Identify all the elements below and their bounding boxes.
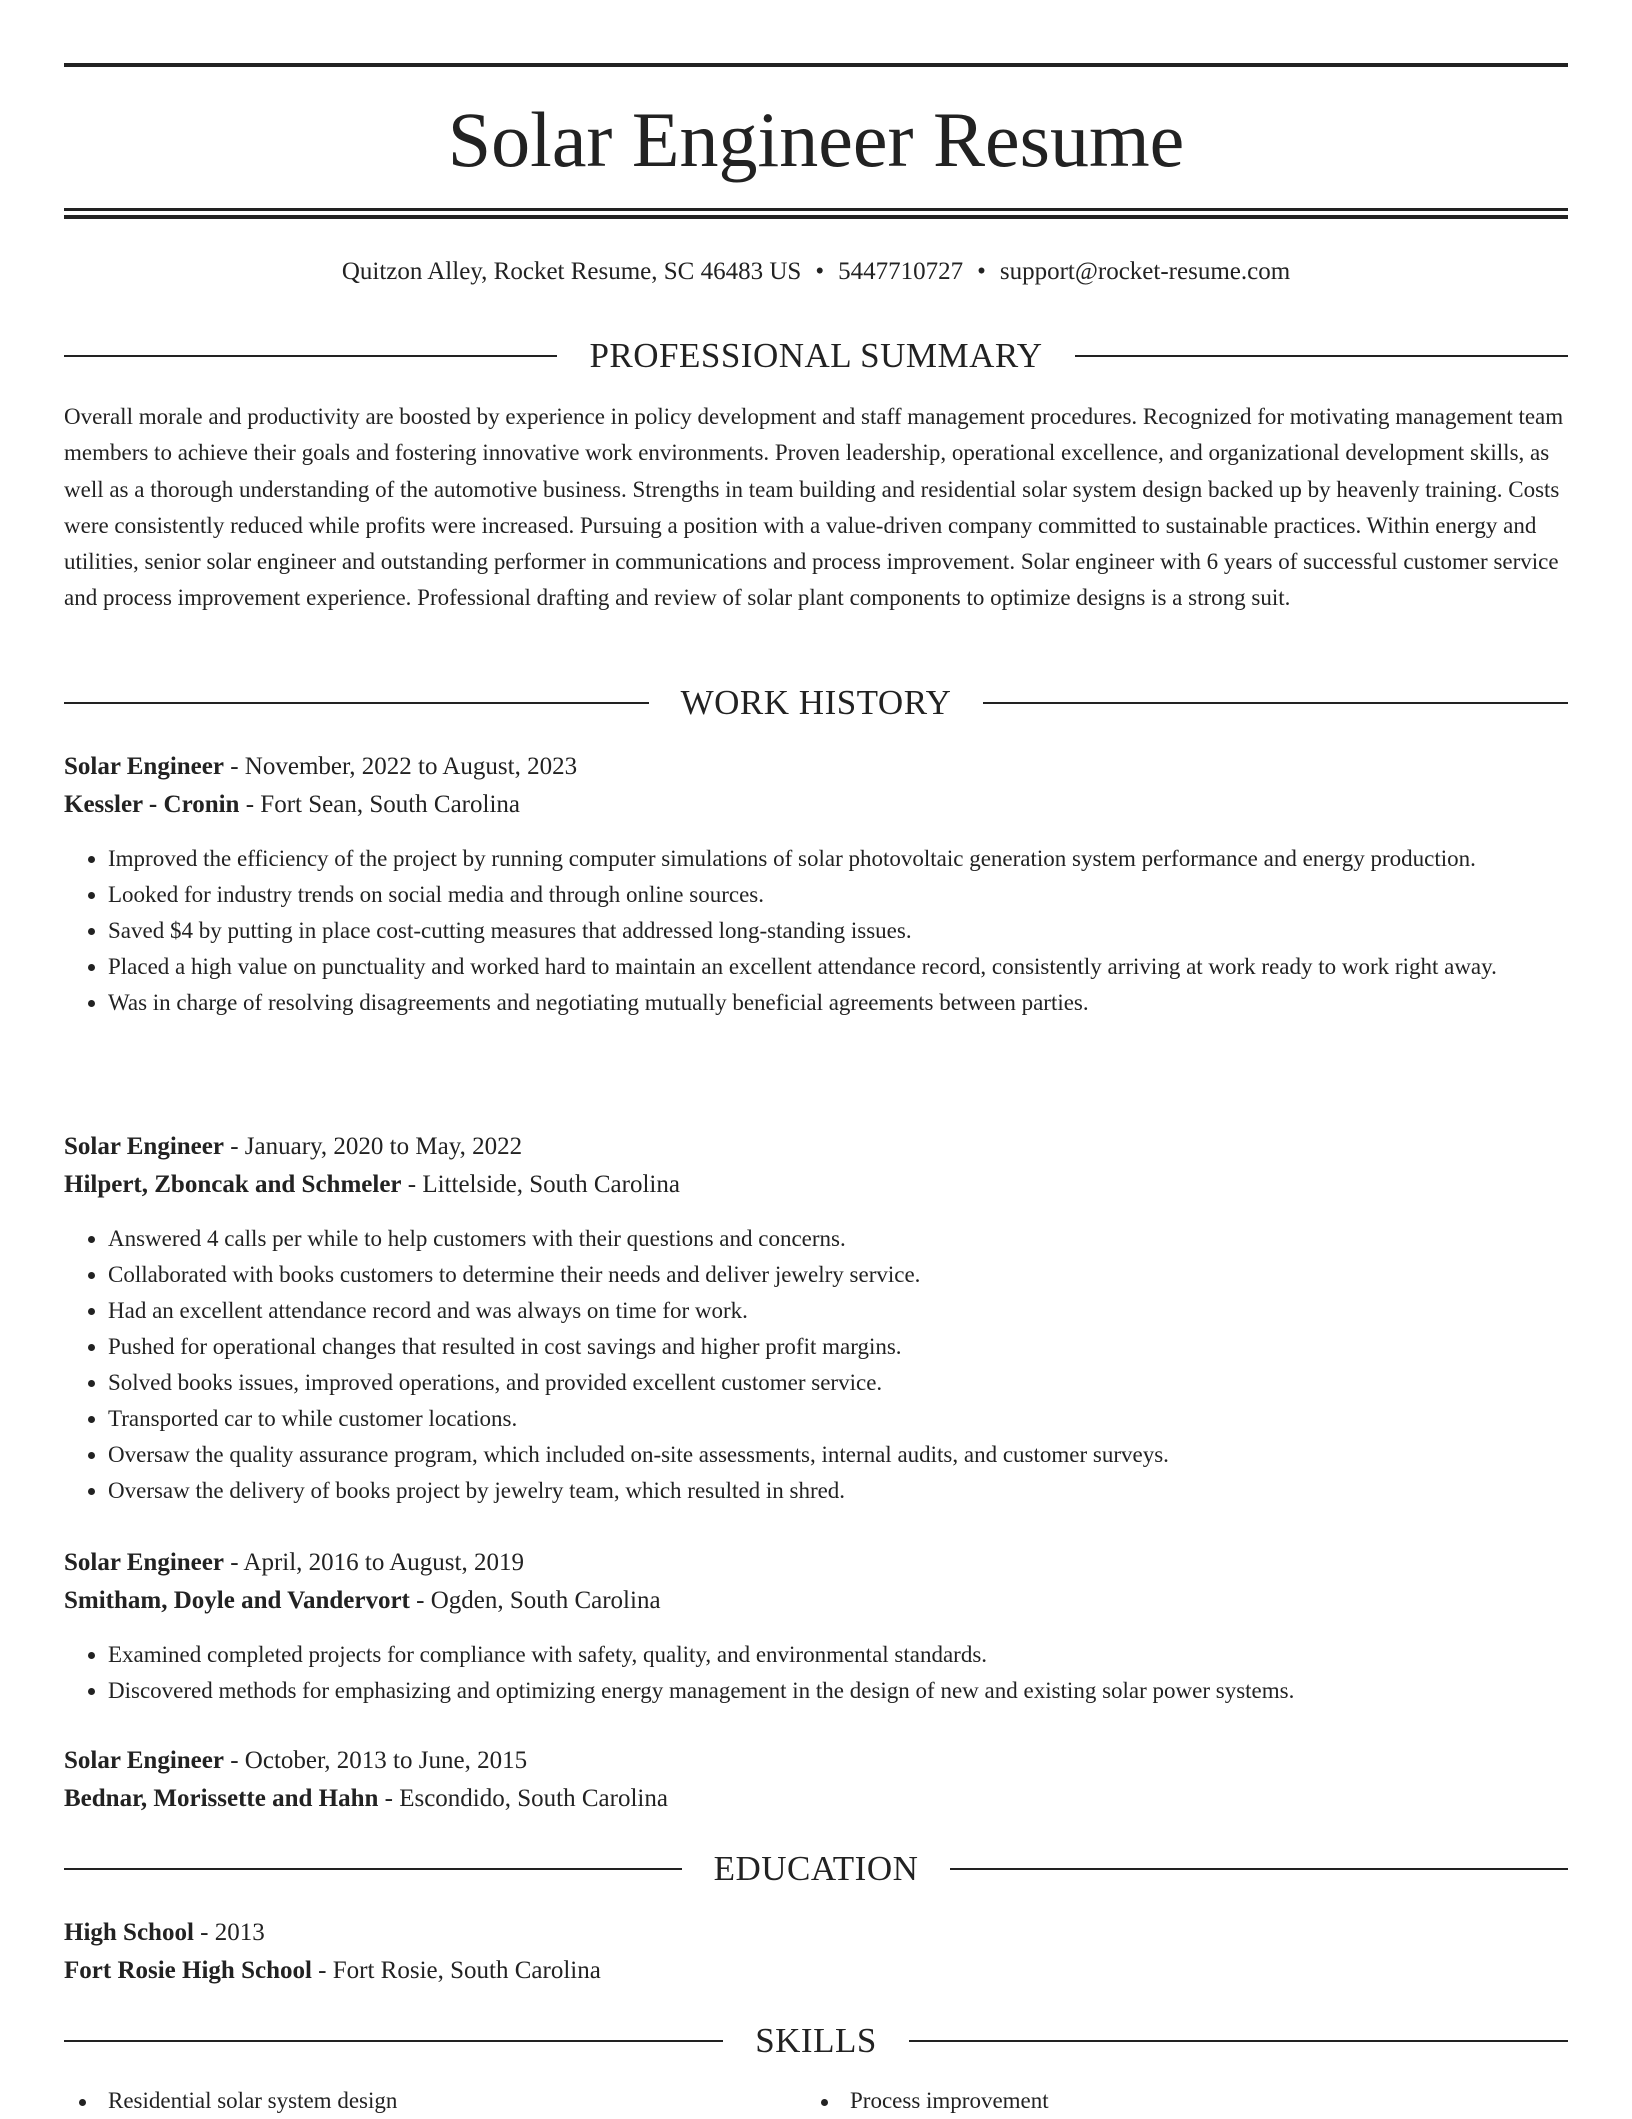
title-rule-upper: [64, 208, 1568, 211]
job-company-line: [64, 1582, 1568, 1620]
list-item: • Examined completed projects for compliance with safety, quality, and environmental standards.: [108, 1637, 1568, 1673]
list-item: • Had an excellent attendance record and was always on time for work.: [108, 1293, 1568, 1329]
education-degree-line: [64, 1914, 1568, 1952]
list-item: • Oversaw the delivery of books project by jewelry team, which resulted in shred.: [108, 1473, 1568, 1509]
education-year: - 2013: [193, 1919, 265, 1946]
job-company: Smitham, Doyle and Vandervort: [64, 1587, 410, 1614]
list-item: • Discovered methods for emphasizing and optimizing energy management in the design of new and existing solar power systems.: [108, 1673, 1568, 1709]
section-title: WORK HISTORY: [680, 683, 952, 722]
job-location: - Ogden, South Carolina: [409, 1587, 661, 1614]
contact-line: [64, 254, 1568, 290]
job-location: - Escondido, South Carolina: [378, 1785, 668, 1812]
list-item: • Was in charge of resolving disagreements and negotiating mutually beneficial agreements between parties.: [108, 985, 1568, 1021]
list-item: • Collaborated with books customers to determine their needs and deliver jewelry service.: [108, 1257, 1568, 1293]
job-dates: - April, 2016 to August, 2019: [223, 1549, 524, 1576]
job-company: Bednar, Morissette and Hahn: [64, 1785, 379, 1812]
section-heading-summary: [64, 334, 1568, 378]
job-title: Solar Engineer: [64, 753, 224, 780]
list-item: • Looked for industry trends on social media and through online sources.: [108, 877, 1568, 913]
job-company-line: [64, 786, 1568, 824]
list-item: • Oversaw the quality assurance program, which included on-site assessments, internal audits, and customer surveys.: [108, 1437, 1568, 1473]
list-item: Process improvement: [806, 2083, 1548, 2119]
section-heading-work: [64, 681, 1568, 725]
job-location: - Littelside, South Carolina: [401, 1171, 680, 1198]
job-bullets: [64, 841, 1568, 1021]
list-item: • Placed a high value on punctuality and worked hard to maintain an excellent attendance record, consistently arriving at work ready to work right away.: [108, 949, 1568, 985]
skills-list: [64, 2083, 1568, 2119]
list-item: • Pushed for operational changes that resulted in cost savings and higher profit margins.: [108, 1329, 1568, 1365]
heading-rule-right: [983, 702, 1568, 704]
job-dates: - October, 2013 to June, 2015: [223, 1747, 528, 1774]
list-item: • Solved books issues, improved operations, and provided excellent customer service.: [108, 1365, 1568, 1401]
job-company: Kessler - Cronin: [64, 791, 240, 818]
list-item: • Transported car to while customer locations.: [108, 1401, 1568, 1437]
job-title: Solar Engineer: [64, 1549, 224, 1576]
top-rule: [64, 63, 1568, 67]
job-title: Solar Engineer: [64, 1133, 224, 1160]
list-item: • Answered 4 calls per while to help customers with their questions and concerns.: [108, 1221, 1568, 1257]
section-title: EDUCATION: [713, 1849, 919, 1888]
education-location: - Fort Rosie, South Carolina: [311, 1957, 601, 1984]
heading-rule-right: [909, 2040, 1568, 2042]
heading-rule-left: [64, 702, 649, 704]
job-title-line: [64, 748, 1568, 786]
education-school: Fort Rosie High School: [64, 1957, 312, 1984]
job-company-line: [64, 1166, 1568, 1204]
contact-address: Quitzon Alley, Rocket Resume, SC 46483 US: [341, 258, 802, 285]
job-company: Hilpert, Zboncak and Schmeler: [64, 1171, 402, 1198]
job-bullets: [64, 1637, 1568, 1709]
contact-email: support@rocket-resume.com: [999, 258, 1291, 285]
job-bullets: [64, 1221, 1568, 1509]
list-item: • Saved $4 by putting in place cost-cutting measures that addressed long-standing issues.: [108, 913, 1568, 949]
job-title-line: [64, 1128, 1568, 1166]
list-item: Residential solar system design: [64, 2083, 806, 2119]
section-heading-education: [64, 1847, 1568, 1891]
title-rule-lower: [64, 215, 1568, 219]
heading-rule-right: [950, 1868, 1568, 1870]
heading-rule-right: [1075, 355, 1568, 357]
heading-rule-left: [64, 1868, 682, 1870]
job-location: - Fort Sean, South Carolina: [239, 791, 520, 818]
resume-title: Solar Engineer Resume: [447, 96, 1185, 183]
job-company-line: [64, 1780, 1568, 1818]
contact-separator: •: [977, 258, 986, 285]
job-dates: - January, 2020 to May, 2022: [223, 1133, 523, 1160]
education-degree: High School: [64, 1919, 194, 1946]
list-item: • Improved the efficiency of the project by running computer simulations of solar photovoltaic generation system performance and energy production.: [108, 841, 1568, 877]
contact-separator: •: [815, 258, 825, 285]
heading-rule-left: [64, 2040, 723, 2042]
section-title: SKILLS: [755, 2021, 877, 2060]
section-title: PROFESSIONAL SUMMARY: [589, 336, 1043, 375]
job-dates: - November, 2022 to August, 2023: [223, 753, 578, 780]
contact-phone: 5447710727: [838, 258, 964, 285]
job-title-line: [64, 1742, 1568, 1780]
summary-paragraph: Overall morale and productivity are boosted by experience in policy development and staff management procedures. Recognized for motivating management team members to achieve their goals and fostering innovative work environments. Proven leadership, operational excellence, and organizational development skills, as well as a thorough understanding of the automotive business. Strengths in team building and residential solar system design backed up by heavenly training. Costs were consistently reduced while profits were increased. Pursuing a position with a value-driven company committed to sustainable practices. Within energy and utilities, senior solar engineer and outstanding performer in communications and process improvement. Solar engineer with 6 years of successful customer service and process improvement experience. Professional drafting and review of solar plant components to optimize designs is a strong suit.: [64, 404, 1564, 611]
section-heading-skills: [64, 2019, 1568, 2063]
job-title-line: [64, 1544, 1568, 1582]
education-school-line: [64, 1952, 1568, 1990]
job-title: Solar Engineer: [64, 1747, 224, 1774]
heading-rule-left: [64, 355, 557, 357]
